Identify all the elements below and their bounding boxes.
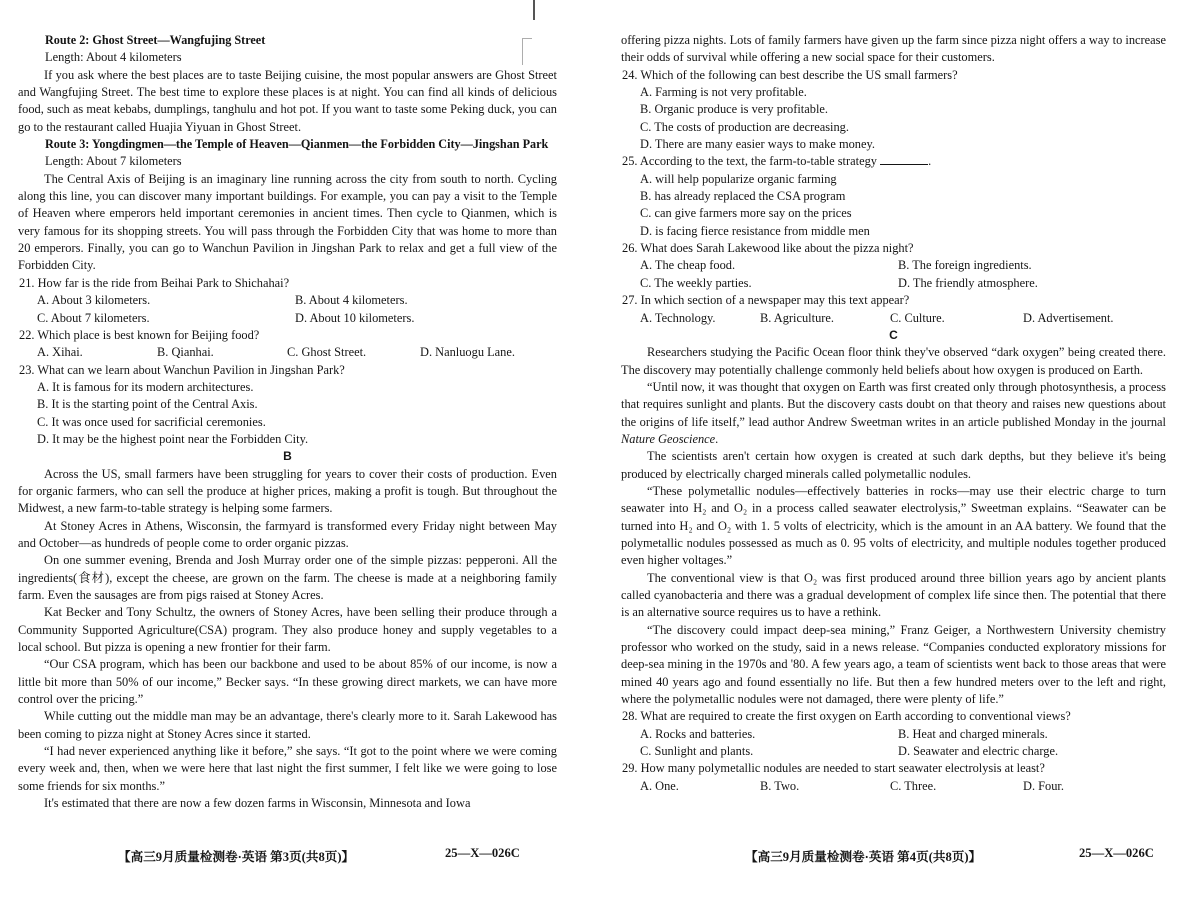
paper-code: 25—X—026C [445, 846, 520, 860]
route2-title: Route 2: Ghost Street—Wangfujing Street [45, 33, 266, 47]
option-25c: C. can give farmers more say on the prices [640, 206, 852, 221]
answer-blank [880, 153, 928, 165]
question-25-stem: 25. According to the text, the farm-to-table strategy [622, 154, 877, 169]
option-29b: B. Two. [760, 778, 800, 793]
option-29d: D. Four. [1023, 778, 1064, 793]
question-25 [621, 153, 1166, 170]
passage-c-paragraph-2 [621, 379, 1166, 448]
option-27a: A. Technology. [640, 310, 716, 325]
option-23d: D. It may be the highest point near the Forbidden City. [37, 431, 309, 446]
left-column [18, 32, 557, 812]
route2-body: If you ask where the best places are to taste Beijing cuisine, the most popular answers are Ghost Street and Wangfujing Street. The best time to explore these places is at night. You can find all kinds of delicious food, such as meat kebabs, dumplings, tanghulu and hot pot. If you want to taste some Peking duck, you can go to the restaurant called Huajia Yiyuan in Ghost Street. [18, 67, 557, 134]
section-c-heading: C [889, 327, 898, 342]
passage-c-paragraph-2-end: . [715, 431, 719, 446]
option-29a: A. One. [640, 778, 679, 793]
question-21: 21. How far is the ride from Beihai Park to Shichahai? [19, 275, 290, 290]
question-22-options [18, 344, 557, 361]
question-28-options [621, 726, 1166, 761]
option-23c: C. It was once used for sacrificial ceremonies. [37, 414, 266, 429]
option-26a: A. The cheap food. [640, 258, 736, 273]
option-23a: A. It is famous for its modern architectures. [37, 379, 254, 394]
passage-b-paragraph-8-continued: offering pizza nights. Lots of family farmers have given up the farm since pizza night offers a way to increase their odds of survival while offering a new social space for their customers. [621, 33, 1166, 65]
option-22c: C. Ghost Street. [287, 345, 367, 360]
paper-code: 25—X—026C [1079, 846, 1154, 860]
option-25a: A. will help popularize organic farming [640, 171, 837, 186]
route3-length: Length: About 7 kilometers [45, 154, 182, 169]
option-28a: A. Rocks and batteries. [640, 726, 756, 741]
passage-c-paragraph-6: “The discovery could impact deep-sea mining,” Franz Geiger, a Northwestern University chemistry professor who worked on the study, said in a news release. “Companies conducted exploratory missions for deep-sea mining in the 1970s and '80. A few years ago, a team of scientists went back to those areas that were mined 40 years ago and found essentially no life. But then a few hundred meters over to the left and right, where the polymetallic nodules were not damaged, there were plenty of life.” [621, 622, 1166, 707]
passage-c-paragraph-3: The scientists aren't certain how oxygen is created at such dark depths, but they believe it's being produced by electrically charged minerals called polymetallic nodules. [621, 449, 1166, 481]
option-22a: A. Xihai. [37, 345, 83, 360]
passage-b-paragraph-5: “Our CSA program, which has been our backbone and used to be about 85% of our income, is now a little bit more than 50% of our income,” Becker says. “In these growing direct markets, we can have more control over the pricing.” [18, 657, 557, 707]
option-26c: C. The weekly parties. [640, 275, 752, 290]
exam-page-4 [600, 0, 1178, 900]
journal-name: Nature Geoscience [621, 431, 716, 446]
option-27b: B. Agriculture. [760, 310, 834, 325]
footer-title: 【高三9月质量检测卷·英语 第4页(共8页)】 [745, 850, 982, 864]
option-27d: D. Advertisement. [1023, 310, 1114, 325]
option-26d: D. The friendly atmosphere. [898, 275, 1038, 290]
option-24c: C. The costs of production are decreasing. [640, 119, 849, 134]
section-b-heading: B [283, 449, 292, 464]
option-24b: B. Organic produce is very profitable. [640, 102, 828, 117]
question-27: 27. In which section of a newspaper may this text appear? [622, 293, 910, 308]
question-27-options [621, 310, 1166, 327]
option-28d: D. Seawater and electric charge. [898, 744, 1059, 759]
option-21a: A. About 3 kilometers. [37, 293, 151, 308]
route3-body: The Central Axis of Beijing is an imaginary line running across the city from south to north. Cycling along this line, you can discover many important buildings. For example, you can pay a visit to the Temple of Heaven where emperors held important ceremonies in ancient times. Then cycle to Qianmen, which is very famous for its shopping streets. You will pass through the Forbidden City that was home to more than 20 emperors. Finally, you can go to Wanchun Pavilion in Jingshan Park to relax and get a full view of the Forbidden City. [18, 171, 557, 273]
option-27c: C. Culture. [890, 310, 945, 325]
option-22b: B. Qianhai. [157, 345, 214, 360]
question-29-options [621, 778, 1166, 795]
option-25d: D. is facing fierce resistance from middle men [640, 223, 870, 238]
page-footer [745, 846, 1154, 865]
option-21c: C. About 7 kilometers. [37, 310, 150, 325]
right-column [621, 32, 1166, 795]
question-28: 28. What are required to create the first oxygen on Earth according to conventional views? [622, 709, 1071, 724]
passage-b-paragraph-6: While cutting out the middle man may be an advantage, there's clearly more to it. Sarah Lakewood has been coming to pizza night at Stoney Acres since it started. [18, 709, 557, 741]
question-23: 23. What can we learn about Wanchun Pavilion in Jingshan Park? [19, 362, 345, 377]
passage-c-paragraph-5: The conventional view is that O₂ was first produced around three billion years ago by ancient plants called cyanobacteria and there was a gradual development of complex life since then. The potential that there is an alternative source requires us to have a rethink. [621, 570, 1166, 620]
question-22: 22. Which place is best known for Beijing food? [19, 327, 260, 342]
option-28b: B. Heat and charged minerals. [898, 726, 1048, 741]
option-22d: D. Nanluogu Lane. [420, 345, 515, 360]
option-24a: A. Farming is not very profitable. [640, 85, 807, 100]
passage-b-paragraph-8: It's estimated that there are now a few dozen farms in Wisconsin, Minnesota and Iowa [44, 796, 471, 811]
scan-mark [533, 0, 535, 20]
passage-b-paragraph-1: Across the US, small farmers have been struggling for years to cover their costs of production. Even for organic farmers, who can sell the produce at higher prices, making a profit is tough. But throughout the Midwest, a new farm-to-table strategy is helping some farmers. [18, 466, 557, 516]
route3-title: Route 3: Yongdingmen—the Temple of Heaven—Qianmen—the Forbidden City—Jingshan Park [45, 137, 549, 152]
question-29: 29. How many polymetallic nodules are needed to start seawater electrolysis at least? [622, 761, 1045, 776]
option-23b: B. It is the starting point of the Central Axis. [37, 397, 258, 412]
option-26b: B. The foreign ingredients. [898, 258, 1032, 273]
passage-c-paragraph-4: “These polymetallic nodules—effectively batteries in rocks—may use their electric charge to turn seawater into H₂ and O₂ in a process called seawater electrolysis,” Sweetman explains. “Seawater can be turned into H₂ and O₂ with 1. 5 volts of electricity, which is the amount in an AA battery. We found that the polymetallic nodules possessed as much as 0. 95 volts of electricity, and multiple nodules together produced even higher voltages.” [621, 483, 1166, 568]
option-28c: C. Sunlight and plants. [640, 744, 754, 759]
passage-c-paragraph-2-text: “Until now, it was thought that oxygen on Earth was first created only through photosynthesis, a process that requires sunlight and plants. But the discovery casts doubt on that theory and raises new questions about the origins of life itself,” lead author Andrew Sweetman writes in an article published Monday in the journal [621, 379, 1166, 429]
question-21-options [18, 292, 557, 327]
passage-b-paragraph-7: “I had never experienced anything like it before,” she says. “It got to the point where we were coming every week and, then, when we were here that last night the first summer, I felt like we were going to lose some friends for six months.” [18, 744, 557, 793]
page-footer [118, 846, 520, 865]
option-25b: B. has already replaced the CSA program [640, 189, 846, 204]
option-21b: B. About 4 kilometers. [295, 293, 408, 308]
option-21d: D. About 10 kilometers. [295, 310, 415, 325]
question-25-end: . [928, 154, 932, 169]
question-26-options [621, 257, 1166, 292]
route2-length: Length: About 4 kilometers [45, 50, 182, 65]
passage-b-paragraph-2: At Stoney Acres in Athens, Wisconsin, the farmyard is transformed every Friday night between May and October—as hundreds of people come to order organic pizzas. [18, 518, 557, 550]
question-24: 24. Which of the following can best describe the US small farmers? [622, 67, 958, 82]
exam-page-3 [0, 0, 578, 900]
footer-title: 【高三9月质量检测卷·英语 第3页(共8页)】 [118, 850, 355, 864]
option-29c: C. Three. [890, 778, 937, 793]
passage-b-paragraph-3: On one summer evening, Brenda and Josh Murray order one of the simple pizzas: pepperoni. All the ingredients(食材), except the cheese, are grown on the farm. The cheese is made at a neighboring family farm. Even the sausages are from pigs raised at Stoney Acres. [18, 553, 557, 602]
question-26: 26. What does Sarah Lakewood like about the pizza night? [622, 241, 914, 256]
passage-b-paragraph-4: Kat Becker and Tony Schultz, the owners of Stoney Acres, have been selling their produce through a Community Supported Agriculture(CSA) program. They also produce honey and supply vegetables to a local school. But pizza is opening a new frontier for their farm. [18, 605, 557, 655]
passage-c-paragraph-1: Researchers studying the Pacific Ocean floor think they've observed “dark oxygen” being created there. The discovery may potentially challenge commonly held beliefs about how oxygen is produced on Earth. [621, 345, 1166, 377]
option-24d: D. There are many easier ways to make money. [640, 137, 875, 152]
